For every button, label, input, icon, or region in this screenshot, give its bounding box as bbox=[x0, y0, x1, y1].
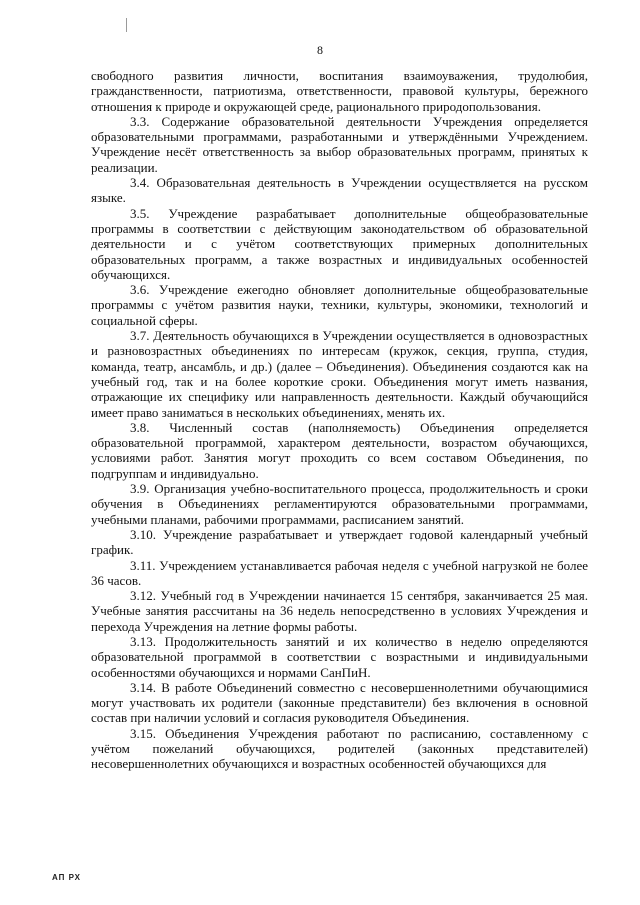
paragraph-continuation: свободного развития личности, воспитания взаимоуважения, трудолюбия, гражданственности, патриотизма, ответственности, правовой культуры, бережного отношения к природе и окружающей среде, рационального природопользования. bbox=[91, 68, 588, 114]
paragraph-3-10: 3.10. Учреждение разрабатывает и утверждает годовой календарный учебный график. bbox=[91, 526, 588, 558]
paragraph-3-9: 3.9. Организация учебно-воспитательного процесса, продолжительность и сроки обучения в Объединениях регламентируются образовательными программами, учебными планами, рабочими программами, расписанием занятий. bbox=[91, 481, 588, 527]
footer-code: АП РХ bbox=[52, 873, 82, 882]
paragraph-3-12: 3.12. Учебный год в Учреждении начинается 15 сентября, заканчивается 25 мая. Учебные занятия рассчитаны на 36 недель непосредственно в условиях Учреждения и перехода Учреждения на летние формы работы. bbox=[91, 588, 588, 634]
paragraph-3-8: 3.8. Численный состав (наполняемость) Объединения определяется образовательной программой, характером деятельности, возрастом обучающихся, условиями работ. Занятия могут проходить со всем составом Объединения, по подгруппам и индивидуально. bbox=[91, 419, 588, 481]
paragraph-3-4: 3.4. Образовательная деятельность в Учреждении осуществляется на русском языке. bbox=[91, 175, 588, 206]
paragraph-3-15: 3.15. Объединения Учреждения работают по расписанию, составленному с учётом пожеланий обучающихся, родителей (законных представителей) несовершеннолетних обучающихся и возрастных особенностей обучающихся для bbox=[91, 725, 588, 772]
scan-artifact-mark bbox=[126, 18, 127, 32]
paragraph-3-7: 3.7. Деятельность обучающихся в Учреждении осуществляется в одновозрастных и разновозрастных объединениях по интересам (кружок, секция, группа, студия, команда, театр, ансамбль, и др.) (далее – Объединения). Объединения создаются как на учебный год, так и на более короткие сроки. Объединения могут иметь названия, отражающие их специфику или направленность деятельности. Каждый обучающийся имеет право заниматься в нескольких объединениях, менять их. bbox=[91, 328, 588, 420]
page-number: 8 bbox=[317, 43, 323, 57]
paragraph-3-3: 3.3. Содержание образовательной деятельности Учреждения определяется образовательными программами, разработанными и утверждёнными Учреждением. Учреждение несёт ответственность за выбор образовательных программ, принятых к реализации. bbox=[91, 113, 588, 175]
paragraph-3-14: 3.14. В работе Объединений совместно с несовершеннолетними обучающимися могут участвовать их родители (законные представители) без включения в основной состав при наличии условий и согласия руководителя Объединения. bbox=[91, 679, 588, 726]
paragraph-3-5: 3.5. Учреждение разрабатывает дополнительные общеобразовательные программы в соответствии с действующим законодательством об образовательной деятельности и с учётом соответствующих примерных дополнительных образовательных программ, а также возрастных и индивидуальных особенностей обучающихся. bbox=[91, 205, 588, 282]
paragraph-3-6: 3.6. Учреждение ежегодно обновляет дополнительные общеобразовательные программы с учётом развития науки, техники, культуры, экономики, технологий и социальной сферы. bbox=[91, 282, 588, 328]
paragraph-3-11: 3.11. Учреждением устанавливается рабочая неделя с учебной нагрузкой не более 36 часов. bbox=[91, 557, 588, 588]
paragraph-3-13: 3.13. Продолжительность занятий и их количество в неделю определяются образовательной программой в соответствии с возрастными и индивидуальными особенностями обучающихся и нормами СанПиН. bbox=[91, 633, 588, 680]
document-body bbox=[91, 68, 588, 772]
